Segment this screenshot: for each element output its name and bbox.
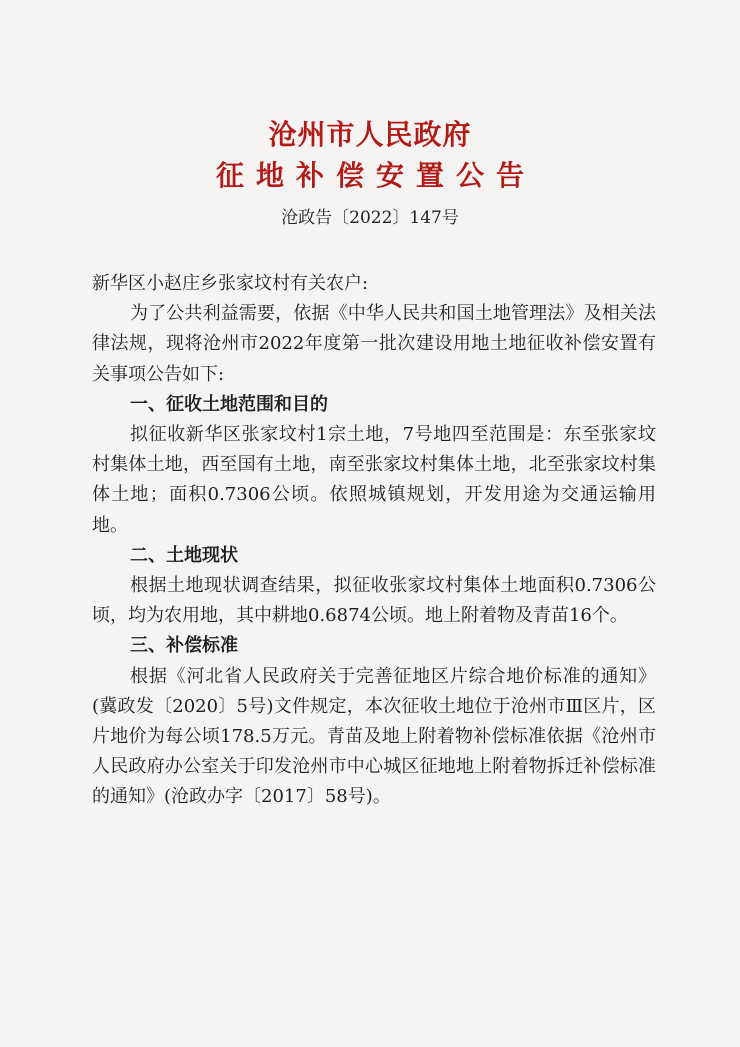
document-number: 沧政告〔2022〕147号 <box>281 208 459 228</box>
intro-paragraph: 为了公共利益需要，依据《中华人民共和国土地管理法》及相关法律法规，现将沧州市2022年度第一批次建设用地土地征收补偿安置有关事项公告如下: <box>92 303 656 385</box>
section-heading-compensation: 三、补偿标准 <box>130 635 238 657</box>
section-heading-scope: 一、征收土地范围和目的 <box>130 393 328 415</box>
addressee: 新华区小赵庄乡张家坟村有关农户: <box>92 273 369 294</box>
notice-title: 征地补偿安置公告 <box>215 159 536 192</box>
section-heading-status: 二、土地现状 <box>130 544 238 566</box>
issuer-title: 沧州市人民政府 <box>268 118 472 151</box>
notice-body <box>92 269 656 813</box>
section-text-compensation: 根据《河北省人民政府关于完善征地区片综合地价标准的通知》(冀政发〔2020〕5号)文件规定，本次征收土地位于沧州市Ⅲ区片，区片地价为每公顷178.5万元。青苗及地上附着物补偿标准依据《沧州市人民政府办公室关于印发沧州市中心城区征地地上附着物拆迁补偿标准的通知》(沧政办字〔2017〕58号)。 <box>92 665 656 808</box>
section-text-scope: 拟征收新华区张家坟村1宗土地，7号地四至范围是：东至张家坟村集体土地，西至国有土地，南至张家坟村集体土地，北至张家坟村集体土地；面积0.7306公顷。依照城镇规划，开发用途为交通运输用地。 <box>92 424 656 536</box>
section-text-status: 根据土地现状调查结果，拟征收张家坟村集体土地面积0.7306公顷，均为农用地，其中耕地0.6874公顷。地上附着物及青苗16个。 <box>92 575 656 627</box>
